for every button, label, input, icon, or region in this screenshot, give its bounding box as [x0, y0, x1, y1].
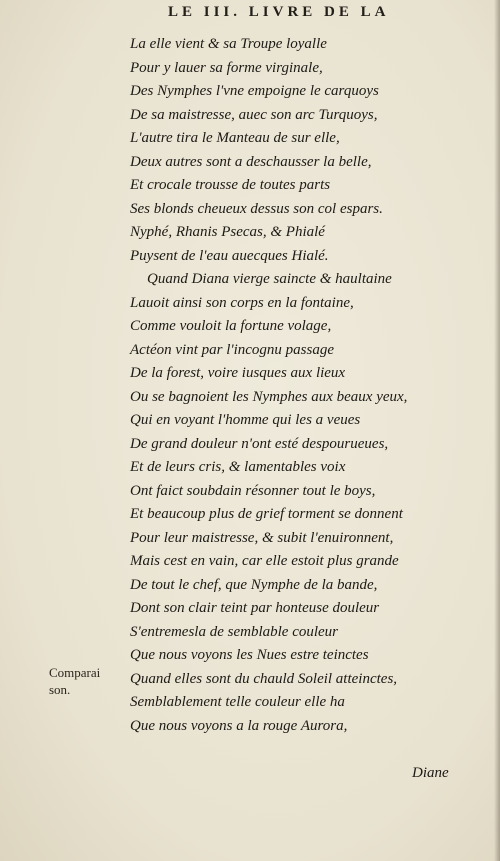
verse-line: Et crocale trousse de toutes parts [130, 177, 331, 193]
page-edge-shadow [494, 0, 500, 861]
verse-line: Nyphé, Rhanis Psecas, & Phialé [130, 224, 325, 240]
verse-line: Mais cest en vain, car elle estoit plus grande [130, 553, 399, 569]
margin-note [49, 664, 100, 698]
verse-line: Comme vouloit la fortune volage, [130, 318, 332, 334]
verse-line: Des Nymphes l'vne empoigne le carquoys [130, 83, 379, 99]
verse-line: L'autre tira le Manteau de sur elle, [130, 130, 340, 146]
verse-line: Qui en voyant l'homme qui les a veues [130, 412, 361, 428]
margin-note-line: Comparai [49, 665, 101, 680]
verse-line: Actéon vint par l'incognu passage [130, 341, 335, 358]
catchword: Diane [412, 765, 449, 781]
verse-line: S'entremesla de semblable couleur [130, 623, 339, 640]
verse-line: Que nous voyons les Nues estre teinctes [130, 647, 369, 663]
verse-line: Pour leur maistresse, & subit l'enuironnent, [130, 529, 394, 546]
verse-line: La elle vient & sa Troupe loyalle [130, 36, 327, 52]
verse-line: Et de leurs cris, & lamentables voix [130, 459, 346, 475]
verse-line: Semblablement telle couleur elle ha [130, 694, 345, 710]
verse-line: Ses blonds cheueux dessus son col espars. [130, 200, 383, 217]
verse-line-indented: Quand Diana vierge saincte & haultaine [147, 271, 392, 287]
running-title: LE III. LIVRE DE LA [168, 4, 390, 20]
verse-line: Dont son clair teint par honteuse douleur [130, 600, 380, 616]
verse-line: Ou se bagnoient les Nymphes aux beaux yeux, [130, 388, 408, 405]
margin-note-line: son. [49, 682, 71, 697]
verse-line: Quand elles sont du chauld Soleil atteinctes, [130, 670, 398, 687]
verse-line: Lauoit ainsi son corps en la fontaine, [130, 294, 354, 311]
verse-line: De grand douleur n'ont esté despourueues, [130, 435, 389, 452]
verse-line: Ont faict soubdain résonner tout le boys, [130, 482, 376, 499]
verse-line: Puysent de l'eau auecques Hialé. [130, 247, 329, 264]
verse-line: Et beaucoup plus de grief torment se donnent [130, 506, 403, 522]
verse-line: Pour y lauer sa forme virginale, [130, 59, 323, 76]
verse-line: Que nous voyons a la rouge Aurora, [130, 717, 348, 734]
verse-line: Deux autres sont a deschausser la belle, [130, 153, 372, 170]
verse-line: De la forest, voire iusques aux lieux [130, 365, 346, 381]
verse-line: De sa maistresse, auec son arc Turquoys, [130, 106, 378, 123]
verse-block [0, 33, 500, 738]
verse-line: De tout le chef, que Nymphe de la bande, [130, 576, 378, 593]
